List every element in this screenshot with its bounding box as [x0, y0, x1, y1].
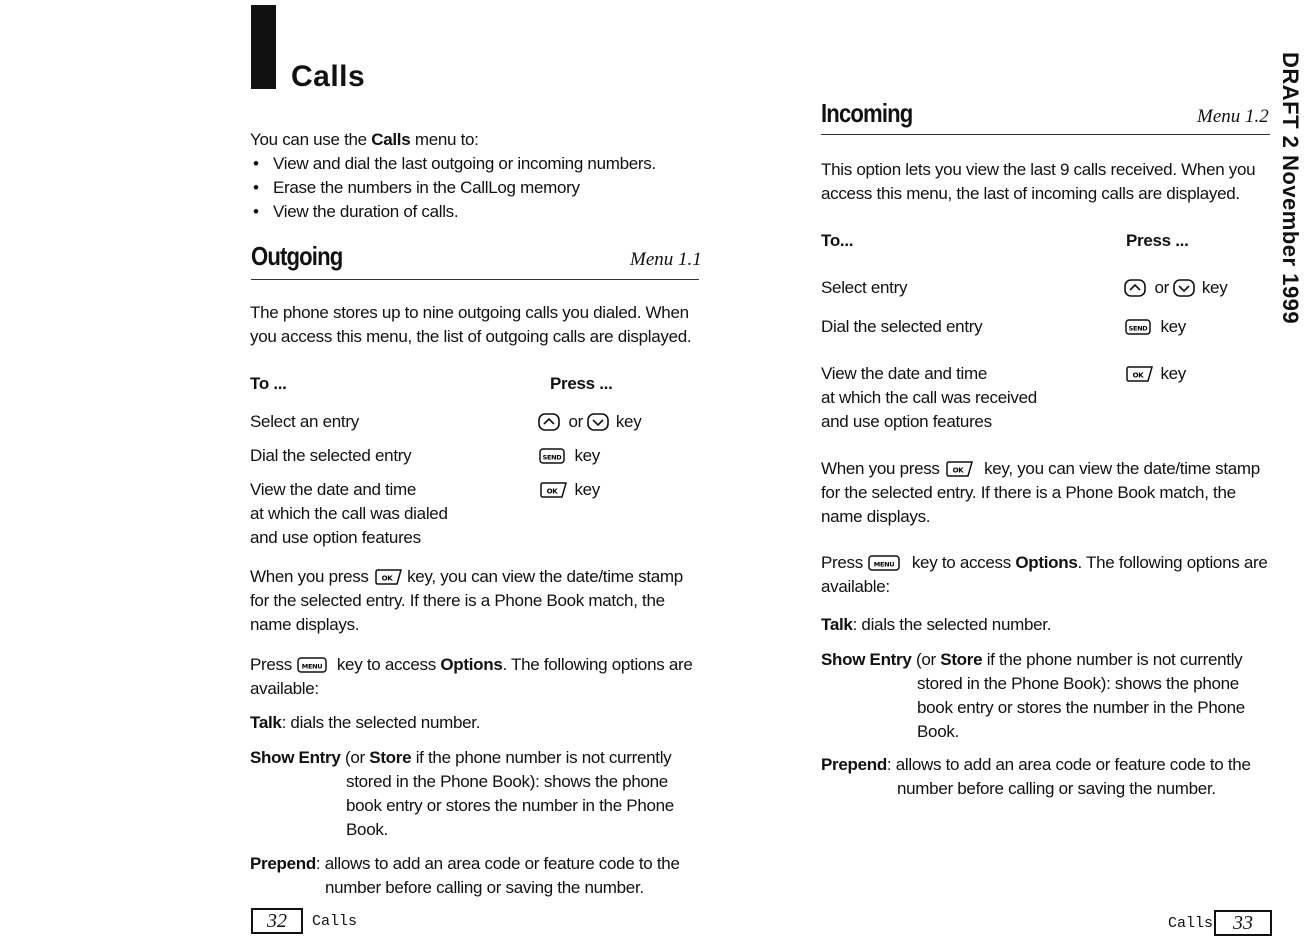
svg-text:OK: OK [1132, 371, 1144, 380]
column-header-to: To ... [250, 374, 287, 393]
paragraph-when-press: When you press OK key, you can view the date/time stamp for the selected entry. If there is a Phone Book match, the name displays. [821, 459, 1260, 526]
option-talk: Talk: dials the selected number. [250, 713, 481, 732]
page-number: 32 [251, 908, 303, 934]
press-dial: SEND key [538, 444, 600, 468]
action-view: View the date and time at which the call was received and use option features [821, 364, 1037, 431]
down-key-icon [587, 411, 611, 435]
section-rule [251, 279, 699, 280]
action-dial: Dial the selected entry [821, 317, 983, 336]
page-title: Calls [291, 60, 366, 93]
footer-label: Calls [1168, 915, 1214, 932]
svg-text:SEND: SEND [1128, 324, 1148, 333]
ok-key-icon [373, 568, 407, 588]
option-prepend-detail: number before calling or saving the number. [897, 779, 1216, 798]
action-view: View the date and time at which the call was dialed and use option features [250, 480, 448, 547]
action-dial: Dial the selected entry [250, 446, 412, 465]
paragraph-options: Press MENU key to access Options. The following options are available: [250, 655, 693, 698]
feature-list [250, 152, 656, 224]
section-heading-outgoing: Outgoing [251, 241, 343, 271]
svg-text:MENU: MENU [874, 560, 895, 569]
chapter-bar [251, 5, 276, 89]
list-item: • View and dial the last outgoing or incoming numbers. [250, 152, 656, 176]
press-view: OK key [538, 478, 600, 502]
option-show-entry-detail: stored in the Phone Book): shows the phone book entry or stores the number in the Phone Book. [346, 772, 674, 839]
menu-key-icon [867, 554, 907, 574]
paragraph-options: Press MENU key to access Options. The following options are available: [821, 553, 1268, 596]
option-show-entry: Show Entry (or Store if the phone number is not currently [250, 748, 672, 767]
menu-reference: Menu 1.1 [630, 249, 702, 270]
paragraph-when-press: When you press OK key, you can view the date/time stamp for the selected entry. If there is a Phone Book match, the name displays. [250, 567, 683, 634]
option-prepend: Prepend: allows to add an area code or feature code to the [821, 755, 1251, 774]
column-header-press: Press ... [550, 374, 613, 393]
svg-text:MENU: MENU [302, 662, 323, 671]
menu-reference: Menu 1.2 [1197, 106, 1269, 127]
press-dial: SEND key [1124, 315, 1186, 339]
column-header-press: Press ... [1126, 231, 1189, 250]
svg-text:OK: OK [952, 466, 964, 475]
option-show-entry: Show Entry (or Store if the phone number is not currently [821, 650, 1243, 669]
svg-text:OK: OK [546, 487, 558, 496]
page-number: 33 [1214, 910, 1272, 936]
press-select: or key [1124, 276, 1227, 301]
press-select: or key [538, 410, 641, 435]
footer-label: Calls [312, 913, 358, 930]
down-key-icon [1173, 277, 1197, 301]
menu-key-icon [296, 656, 332, 676]
svg-text:SEND: SEND [542, 453, 562, 462]
ok-key-icon [944, 460, 984, 480]
intro-text: You can use the Calls menu to: [250, 130, 479, 149]
section-heading-incoming: Incoming [821, 98, 913, 128]
list-item: • Erase the numbers in the CallLog memory [250, 176, 656, 200]
column-header-to: To... [821, 231, 854, 250]
option-prepend-detail: number before calling or saving the number. [325, 878, 644, 897]
action-select: Select entry [821, 278, 908, 297]
section-description: The phone stores up to nine outgoing calls you dialed. When you access this menu, the list of outgoing calls are displayed. [250, 303, 692, 346]
section-description: This option lets you view the last 9 calls received. When you access this menu, the last of incoming calls are displayed. [821, 160, 1256, 203]
option-talk: Talk: dials the selected number. [821, 615, 1052, 634]
press-view: OK key [1124, 362, 1186, 386]
svg-text:OK: OK [381, 574, 393, 583]
option-show-entry-detail: stored in the Phone Book): shows the phone book entry or stores the number in the Phone Book. [917, 674, 1245, 741]
section-rule [821, 134, 1270, 135]
action-select: Select an entry [250, 412, 359, 431]
draft-watermark: DRAFT 2 November 1999 [1278, 52, 1303, 325]
option-prepend: Prepend: allows to add an area code or feature code to the [250, 854, 680, 873]
list-item: • View the duration of calls. [250, 200, 656, 224]
